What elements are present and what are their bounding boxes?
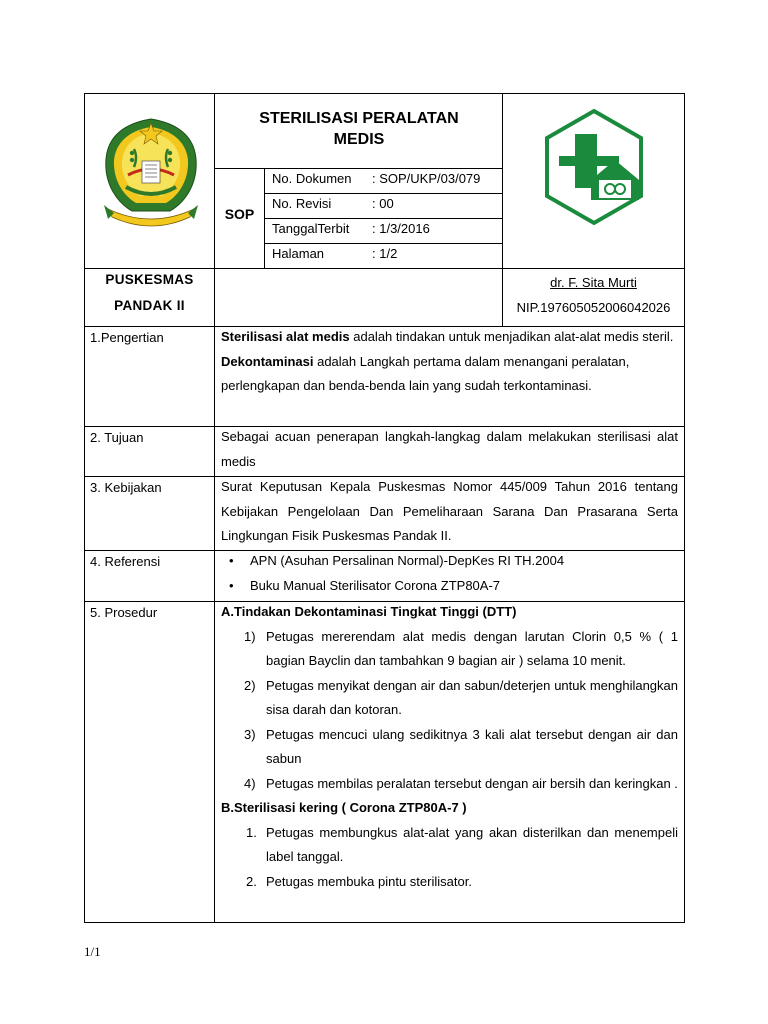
header-right-divider xyxy=(502,93,503,326)
pengertian-term-dekontaminasi: Dekontaminasi xyxy=(221,353,314,369)
doc-field-value-revisi: : 00 xyxy=(372,196,394,211)
referensi-item xyxy=(221,574,678,599)
document-title-line2: MEDIS xyxy=(333,131,385,148)
section-label-referensi: 4. Referensi xyxy=(90,554,161,569)
prosedur-a-item xyxy=(221,625,678,674)
doc-field-label-halaman: Halaman xyxy=(272,246,325,261)
docfield-rule-1 xyxy=(264,193,503,194)
puskesmas-cross-logo xyxy=(543,108,645,226)
signatory-name: dr. F. Sita Murti xyxy=(550,275,637,290)
prosedur-heading-b: B.Sterilisasi kering ( Corona ZTP80A-7 ) xyxy=(221,800,467,815)
sop-label: SOP xyxy=(224,206,255,222)
org-name-line1: PUSKESMAS xyxy=(105,272,194,287)
prosedur-a-item-text: Petugas menyikat dengan air dan sabun/deterjen untuk menghilangkan sisa darah dan kotoran. xyxy=(266,677,678,717)
section-label-pengertian: 1.Pengertian xyxy=(90,330,164,345)
prosedur-a-item xyxy=(221,674,678,723)
document-title-line1: STERILISASI PERALATAN xyxy=(259,110,459,127)
prosedur-b-item-number: 2. xyxy=(246,873,257,889)
prosedur-a-item-text: Petugas mererendam alat medis dengan larutan Clorin 0,5 % ( 1 bagian Bayclin dan tambahkan 9 bagian air ) selama 10 menit. xyxy=(266,628,678,668)
table-border-right xyxy=(684,93,685,923)
table-border-bottom xyxy=(84,922,685,923)
prosedur-heading-a: A.Tindakan Dekontaminasi Tingkat Tinggi (DTT) xyxy=(221,604,517,619)
bullet-icon: • xyxy=(229,553,234,568)
section-label-prosedur: 5. Prosedur xyxy=(90,605,158,620)
doc-field-label-nomor: No. Dokumen xyxy=(272,171,352,186)
referensi-list xyxy=(221,549,678,598)
pengertian-paragraph-2 xyxy=(221,350,678,399)
doc-field-value-halaman: : 1/2 xyxy=(372,246,398,261)
doc-field-label-terbit: TanggalTerbit xyxy=(272,221,350,236)
table-border-left xyxy=(84,93,85,923)
docfield-rule-3 xyxy=(264,243,503,244)
org-name-line2: PANDAK II xyxy=(114,298,185,313)
header-bottom-rule xyxy=(84,268,685,269)
page-number: 1/1 xyxy=(84,944,101,959)
doc-field-value-terbit: : 1/3/2016 xyxy=(372,221,430,236)
pengertian-paragraph-1 xyxy=(221,325,678,350)
prosedur-b-item-number: 1. xyxy=(246,824,257,840)
referensi-item-text: Buku Manual Sterilisator Corona ZTP80A-7 xyxy=(250,577,501,593)
document-title xyxy=(216,108,502,150)
prosedur-a-item-number: 2) xyxy=(244,677,256,693)
kebijakan-text: Surat Keputusan Kepala Puskesmas Nomor 445/009 Tahun 2016 tentang Kebijakan Pengelolaan Dan Pemeliharaan Sarana Dan Prasarana Serta Lingkungan Fisik Puskesmas Pandak II. xyxy=(221,479,678,543)
prosedur-a-item xyxy=(221,723,678,772)
prosedur-a-item-text: Petugas membilas peralatan tersebut dengan air bersih dan keringkan . xyxy=(266,775,678,791)
prosedur-b-item xyxy=(221,821,678,870)
table-border-top xyxy=(84,93,685,94)
prosedur-a-item-number: 1) xyxy=(244,628,256,644)
prosedur-b-item-text: Petugas membuka pintu sterilisator. xyxy=(266,873,472,889)
regency-emblem-logo xyxy=(98,113,204,233)
prosedur-a-item-number: 3) xyxy=(244,726,256,742)
pengertian-term-sterilisasi: Sterilisasi alat medis xyxy=(221,329,350,344)
doc-field-value-nomor: : SOP/UKP/03/079 xyxy=(372,171,481,186)
section-label-kebijakan: 3. Kebijakan xyxy=(90,480,162,495)
prosedur-b-item xyxy=(221,870,678,895)
pengertian-content xyxy=(221,325,678,399)
title-bottom-rule xyxy=(214,168,503,169)
section-label-tujuan: 2. Tujuan xyxy=(90,430,144,445)
docfield-rule-2 xyxy=(264,218,503,219)
signatory-nip: NIP.197605052006042026 xyxy=(516,300,671,315)
referensi-item xyxy=(221,549,678,574)
pengertian-definition-sterilisasi: adalah tindakan untuk menjadikan alat-alat medis steril. xyxy=(349,329,674,344)
tujuan-text: Sebagai acuan penerapan langkah-langkag dalam melakukan sterilisasi alat medis xyxy=(221,429,678,469)
referensi-item-text: APN (Asuhan Persalinan Normal)-DepKes RI TH.2004 xyxy=(250,553,565,568)
prosedur-content xyxy=(221,600,678,894)
pengertian-definition-dekontaminasi: adalah Langkah pertama dalam menangani peralatan, perlengkapan dan benda-benda lain yang sudah terkontaminasi. xyxy=(221,353,630,393)
prosedur-a-item-number: 4) xyxy=(244,775,256,791)
bullet-icon: • xyxy=(229,577,234,593)
prosedur-a-item-text: Petugas mencuci ulang sedikitnya 3 kali alat tersebut dengan air dan sabun xyxy=(266,726,678,766)
prosedur-b-item-text: Petugas membungkus alat-alat yang akan disterilkan dan menempeli label tanggal. xyxy=(266,824,678,864)
doc-field-label-revisi: No. Revisi xyxy=(272,196,332,211)
prosedur-a-item xyxy=(221,772,678,797)
